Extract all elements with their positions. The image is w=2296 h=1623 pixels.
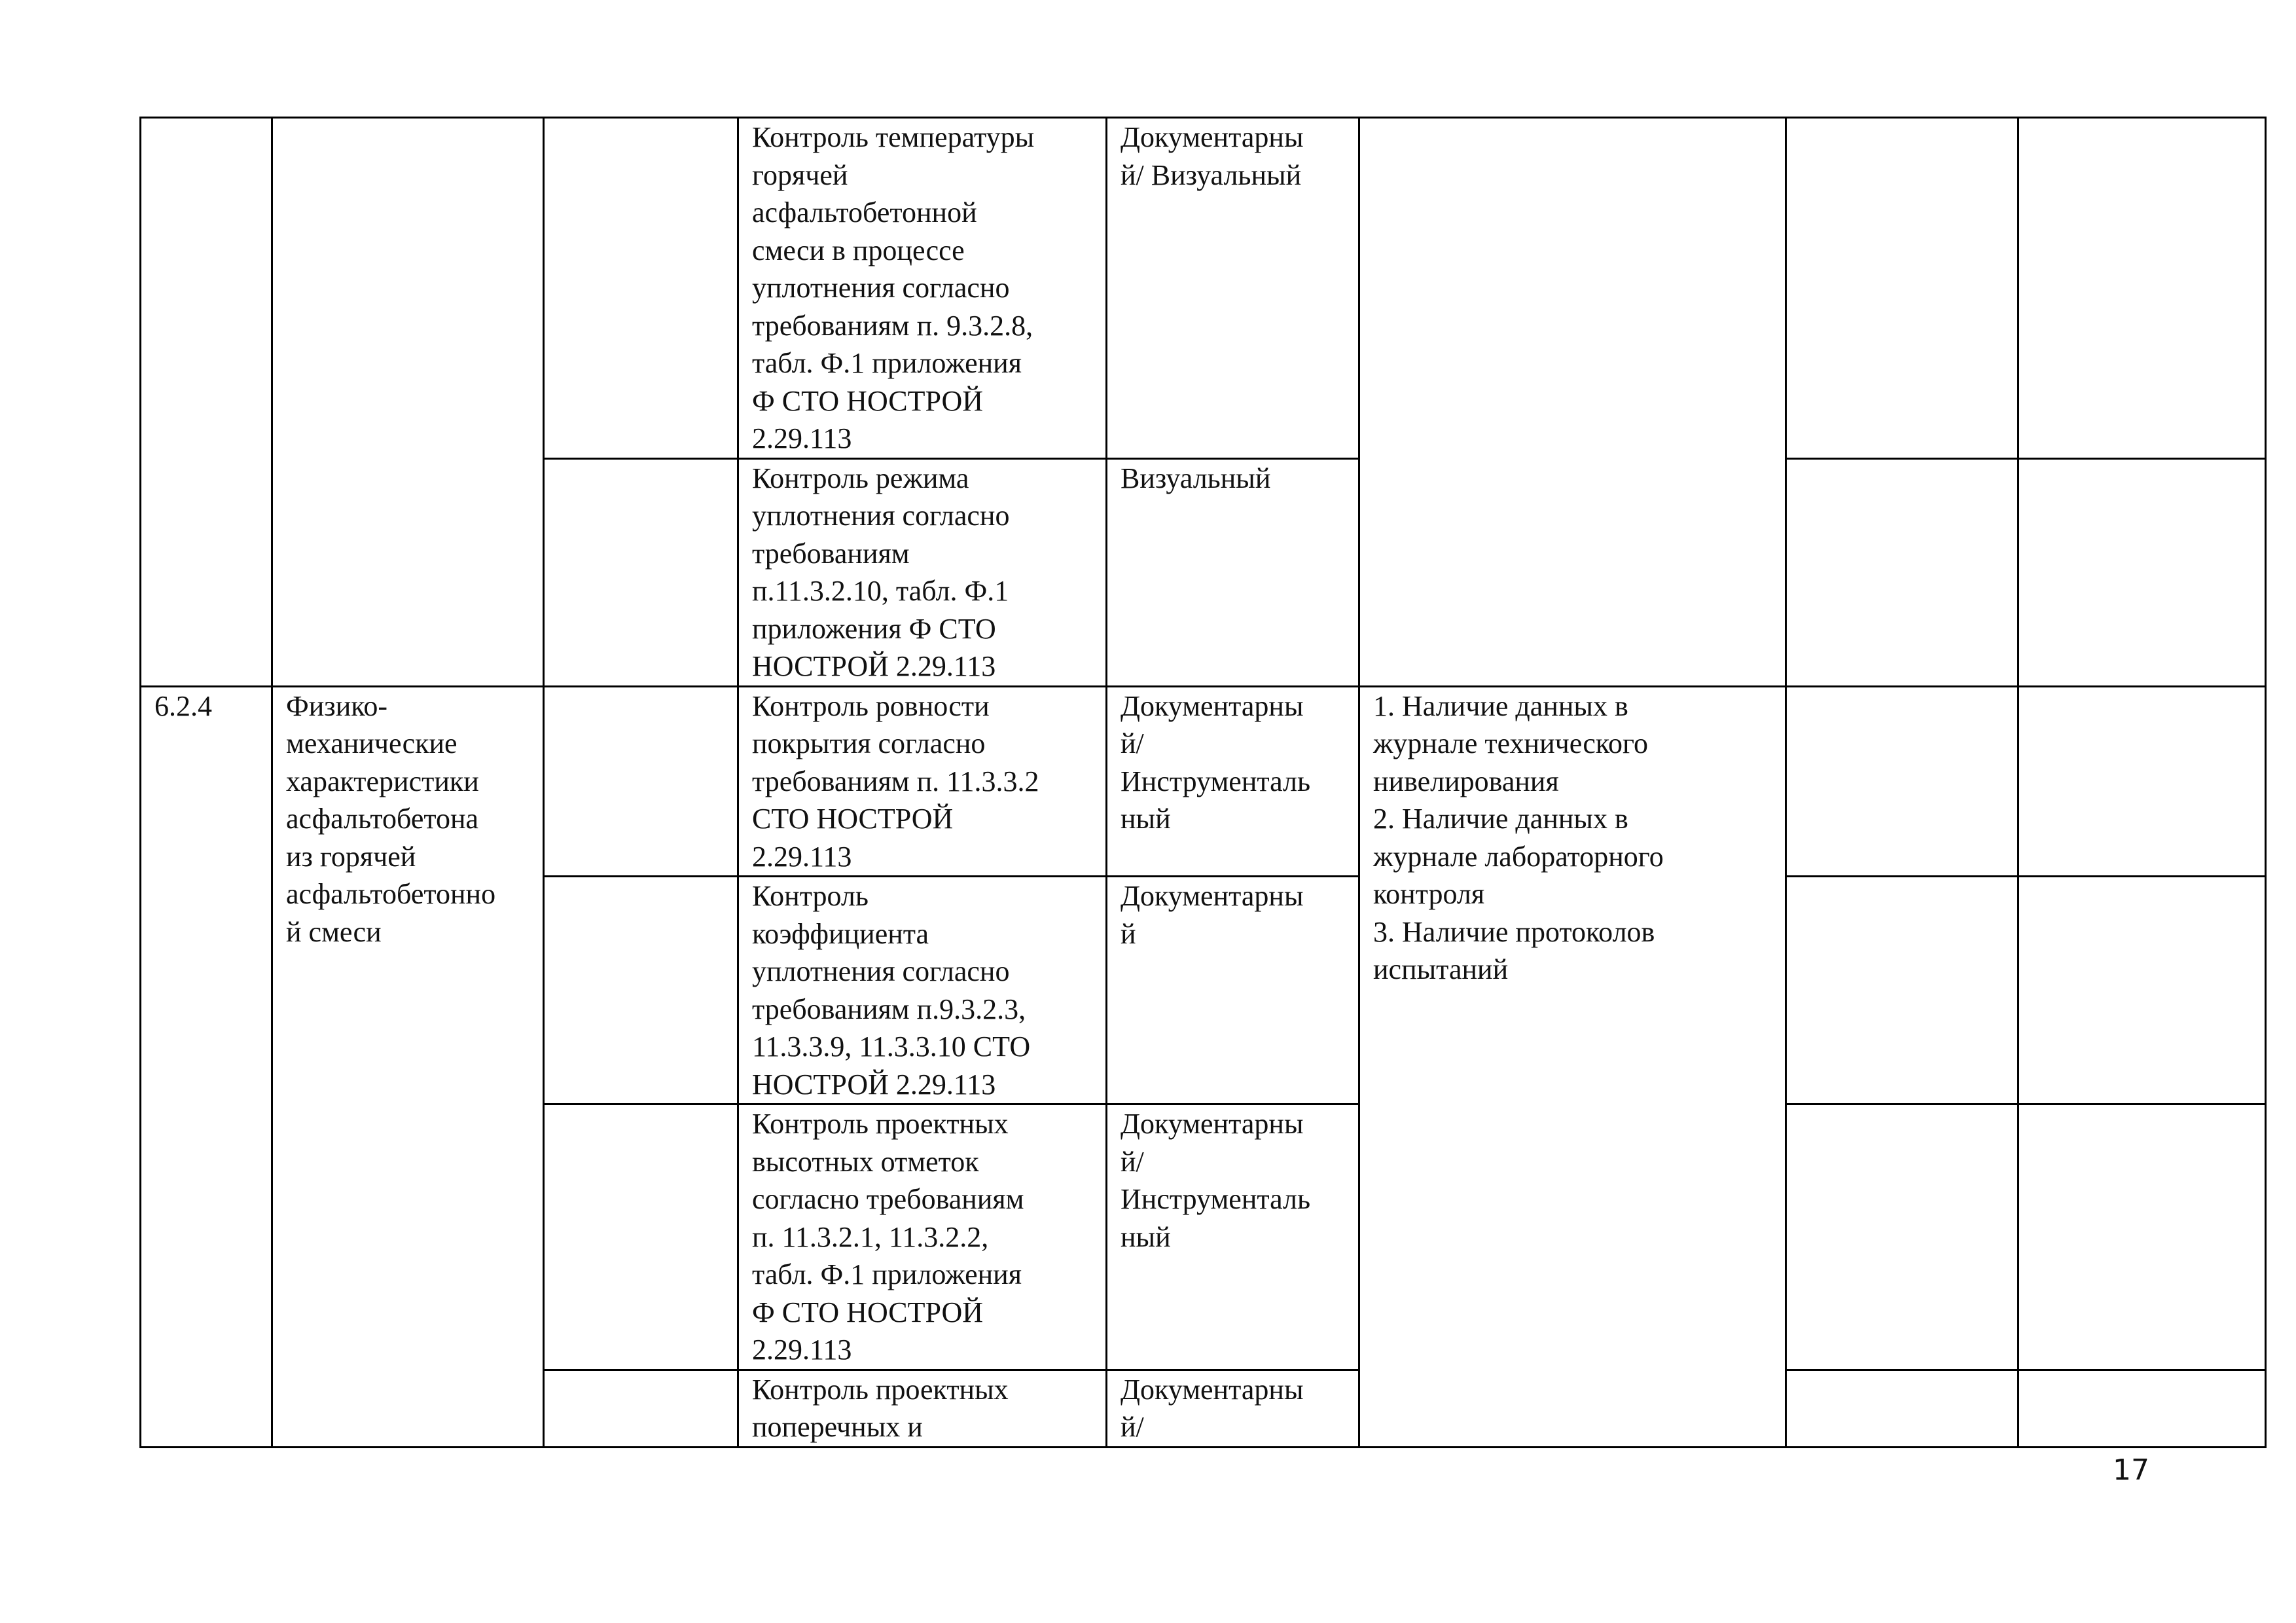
empty-cell xyxy=(1786,118,2018,459)
control-method-cell: Документарны й/ Визуальный xyxy=(1107,118,1359,459)
empty-cell xyxy=(2018,1370,2266,1447)
empty-cell xyxy=(1786,686,2018,877)
empty-cell xyxy=(1359,118,1786,687)
empty-cell xyxy=(2018,1104,2266,1370)
table-row xyxy=(141,118,2266,459)
empty-cell xyxy=(2018,118,2266,459)
empty-cell xyxy=(1786,1370,2018,1447)
control-description-cell: Контроль проектных высотных отметок согласно требованиям п. 11.3.2.1, 11.3.2.2, табл. Ф.1 приложения Ф СТО НОСТРОЙ 2.29.113 xyxy=(738,1104,1107,1370)
control-description-cell: Контроль ровности покрытия согласно требованиям п. 11.3.3.2 СТО НОСТРОЙ 2.29.113 xyxy=(738,686,1107,877)
empty-cell xyxy=(1786,1104,2018,1370)
control-method-cell: Документарны й/ xyxy=(1107,1370,1359,1447)
empty-cell xyxy=(544,118,738,459)
control-method-cell: Документарны й/ Инструменталь ный xyxy=(1107,1104,1359,1370)
empty-cell xyxy=(272,118,544,687)
empty-cell xyxy=(2018,686,2266,877)
empty-cell xyxy=(2018,458,2266,686)
parameter-name-cell: Физико- механические характеристики асфальтобетона из горячей асфальтобетонно й смеси xyxy=(272,686,544,1447)
control-method-cell: Визуальный xyxy=(1107,458,1359,686)
table-row xyxy=(141,686,2266,877)
control-description-cell: Контроль коэффициента уплотнения согласно требованиям п.9.3.2.3, 11.3.3.9, 11.3.3.10 СТО НОСТРОЙ 2.29.113 xyxy=(738,877,1107,1104)
control-table xyxy=(139,117,2267,1448)
section-number-cell: 6.2.4 xyxy=(141,686,272,1447)
control-description-cell: Контроль температуры горячей асфальтобетонной смеси в процессе уплотнения согласно требованиям п. 9.3.2.8, табл. Ф.1 приложения Ф СТО НОСТРОЙ 2.29.113 xyxy=(738,118,1107,459)
empty-cell xyxy=(544,877,738,1104)
evidence-cell: 1. Наличие данных в журнале технического нивелирования 2. Наличие данных в журнале лабораторного контроля 3. Наличие протоколов испытаний xyxy=(1359,686,1786,1447)
control-description-cell: Контроль проектных поперечных и xyxy=(738,1370,1107,1447)
empty-cell xyxy=(544,1104,738,1370)
empty-cell xyxy=(2018,877,2266,1104)
control-method-cell: Документарны й/ Инструменталь ный xyxy=(1107,686,1359,877)
empty-cell xyxy=(141,118,272,687)
empty-cell xyxy=(1786,458,2018,686)
control-method-cell: Документарны й xyxy=(1107,877,1359,1104)
empty-cell xyxy=(544,458,738,686)
empty-cell xyxy=(1786,877,2018,1104)
page-number: 17 xyxy=(2113,1453,2149,1487)
empty-cell xyxy=(544,686,738,877)
control-description-cell: Контроль режима уплотнения согласно требованиям п.11.3.2.10, табл. Ф.1 приложения Ф СТО НОСТРОЙ 2.29.113 xyxy=(738,458,1107,686)
empty-cell xyxy=(544,1370,738,1447)
